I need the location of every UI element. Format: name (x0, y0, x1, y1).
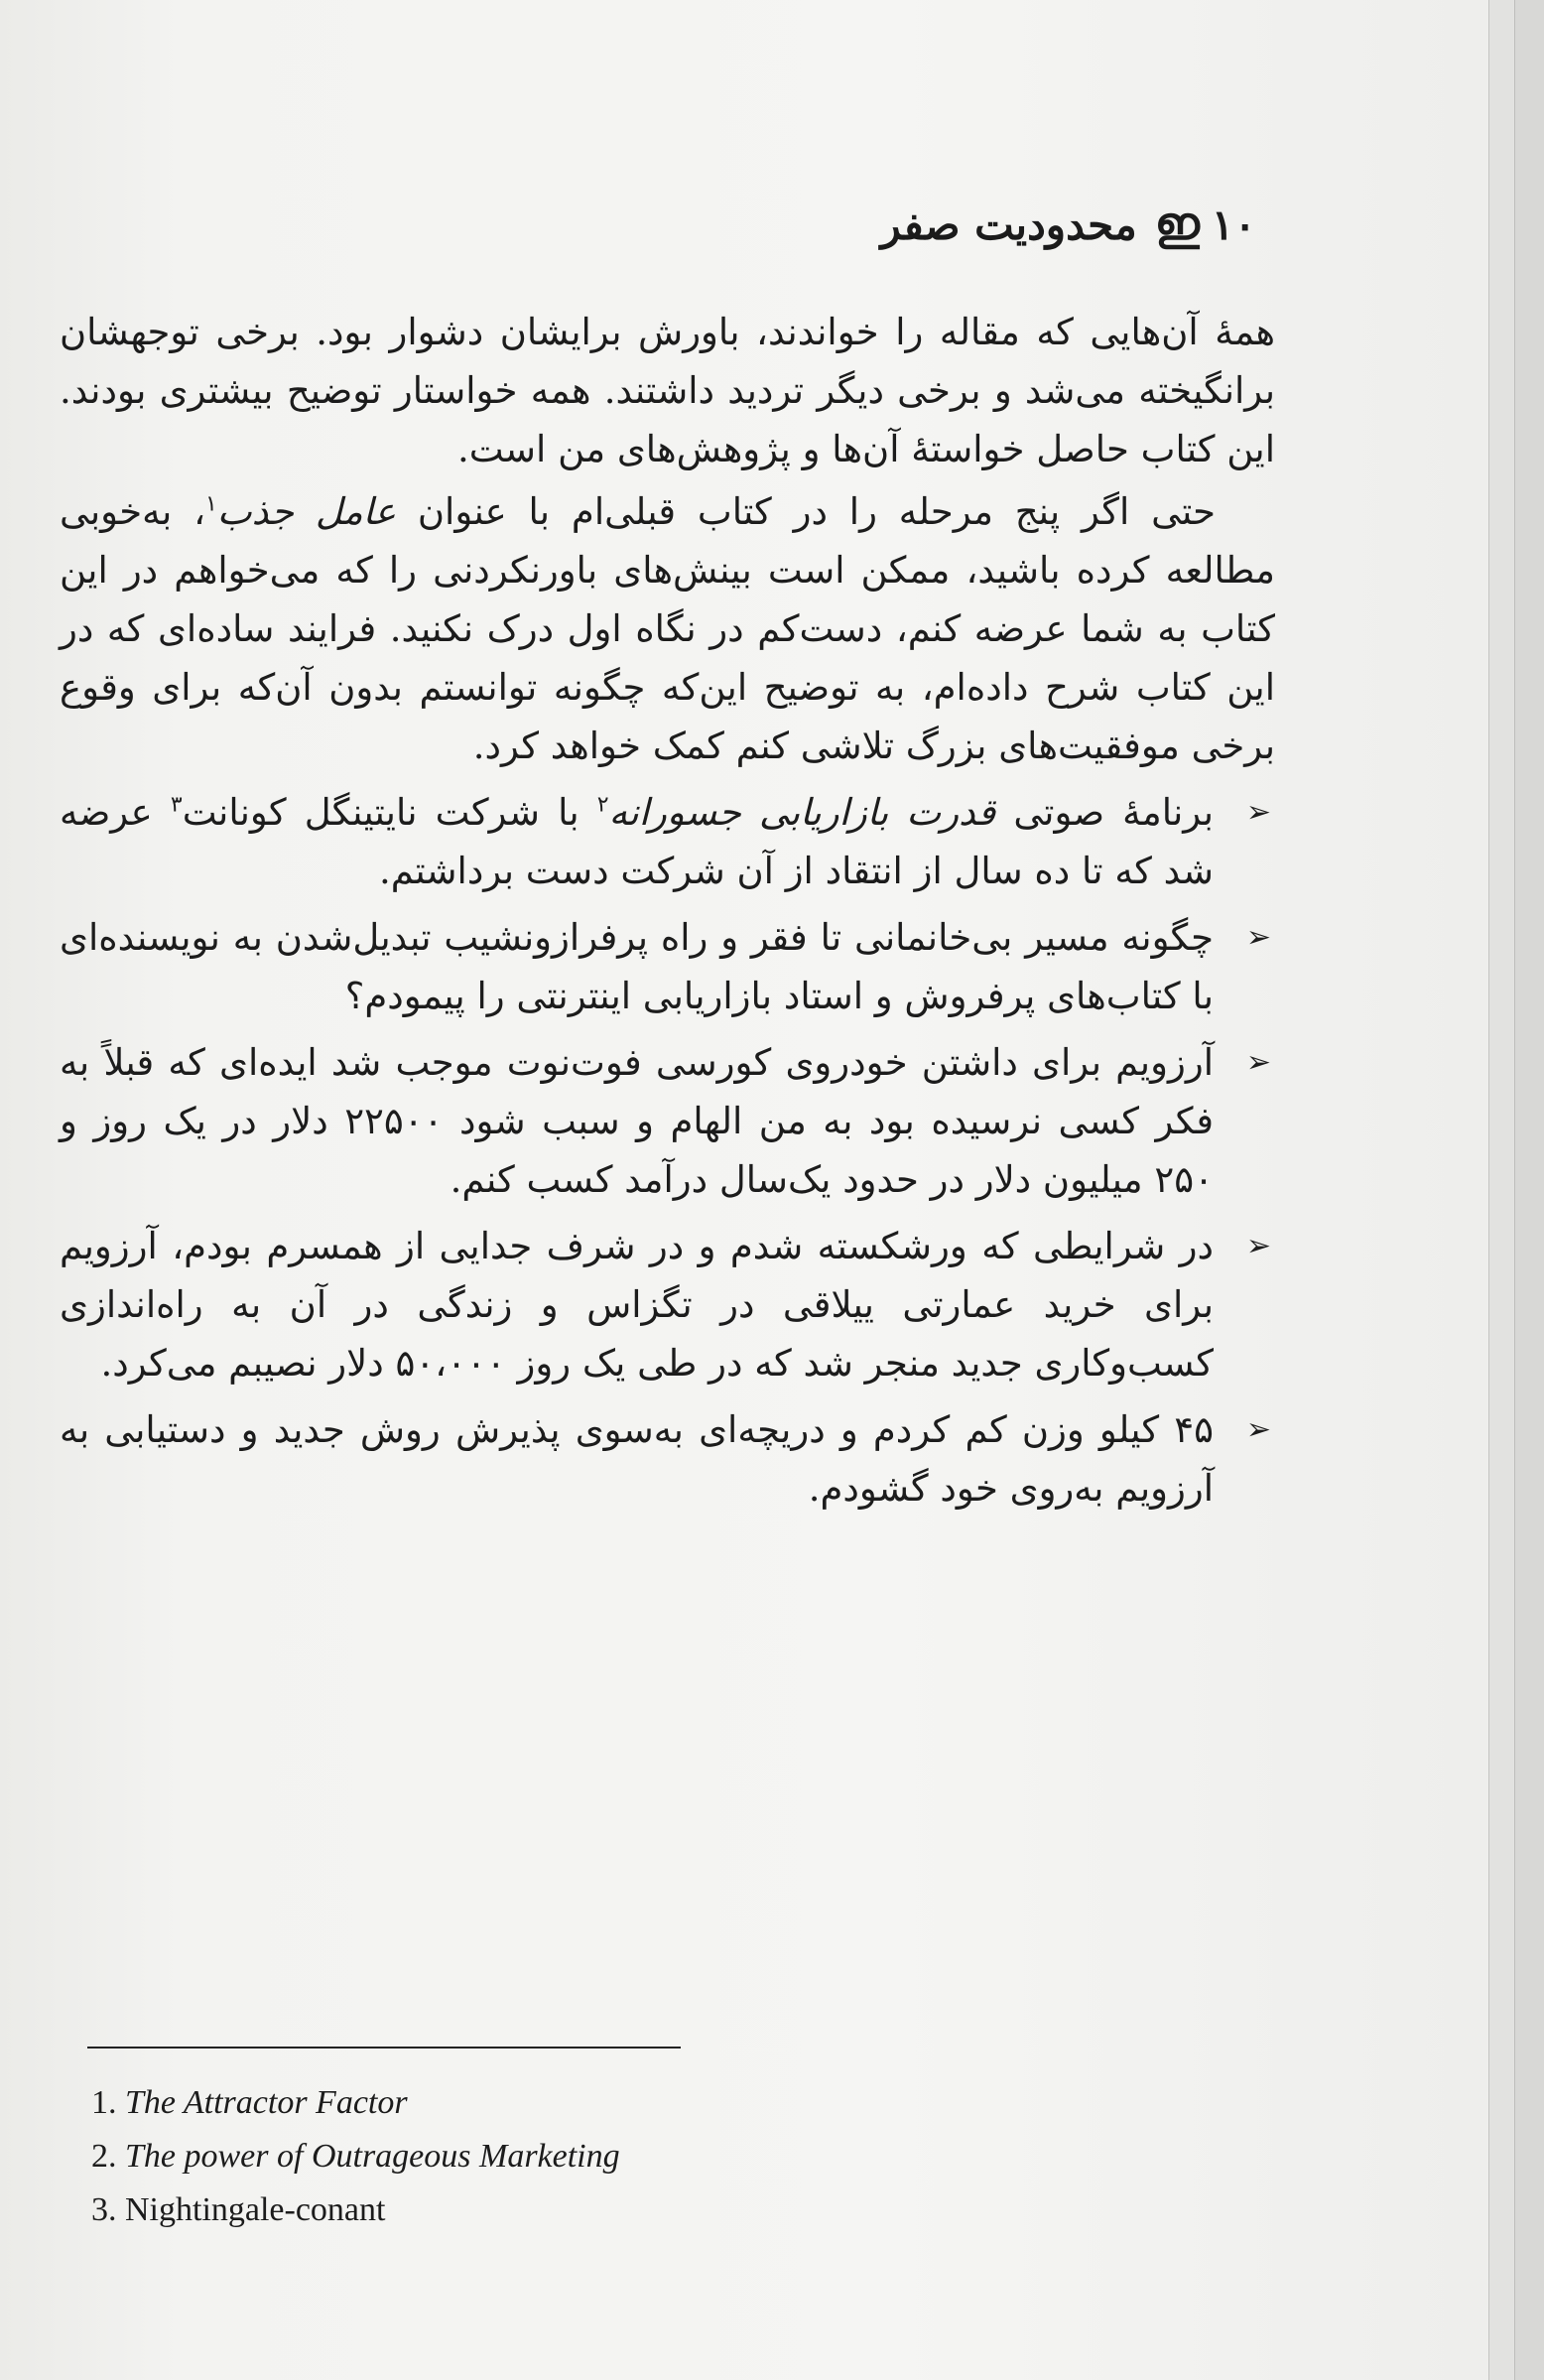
footnote-ref-2: ۲ (596, 792, 609, 818)
running-header (834, 197, 1256, 252)
arrow-bullet-icon: ➢ (1245, 795, 1271, 830)
footnote-2: 2. The power of Outrageous Marketing (91, 2138, 620, 2175)
footnote-ref-1: ۱ (205, 491, 217, 517)
arrow-bullet-icon: ➢ (1245, 1229, 1271, 1263)
arrow-bullet-icon: ➢ (1245, 1045, 1271, 1080)
body-text (60, 303, 1275, 1518)
ornament-icon: ഇ (1154, 197, 1194, 250)
paragraph-2: حتی اگر پنج مرحله را در کتاب قبلی‌ام با عنوان عامل جذب$^۱$، به‌خوبی مطالعه کرده باشید، ممکن است بینش‌های باورنکردنی را که می‌خواهم در این کتاب به شما عرضه کنم، دست‌کم در نگاه اول درک نکنید. فرایند ساده‌ای که در این کتاب شرح داده‌ام، به توضیح این‌که چگونه توانستم بدون آن‌که برای وقوع برخی موفقیت‌های بزرگ تلاشی کنم کمک خواهد کرد. (60, 490, 1275, 767)
page-number: ۱۰ (1211, 199, 1256, 249)
list-item: ➢ در شرایطی که ورشکسته شدم و در شرف جدایی از همسرم بودم، آرزویم برای خرید عمارتی ییلاقی در تگزاس و زندگی در آن به راه‌اندازی کسب‌وکاری جدید منجر شد که در طی یک روز ۵۰،۰۰۰ دلار نصیبم می‌کرد. (60, 1217, 1275, 1392)
footnote-divider (87, 2047, 681, 2049)
paragraph-1: همهٔ آن‌هایی که مقاله را خواندند، باورش برایشان دشوار بود. برخی توجهشان برانگیخته می‌شد و برخی دیگر تردید داشتند. همه خواستار توضیح بیشتری بودند. این کتاب حاصل خواستهٔ آن‌ها و پژوهش‌های من است. (60, 311, 1275, 470)
list-item: ➢ چگونه مسیر بی‌خانمانی تا فقر و راه پرفرازونشیب تبدیل‌شدن به نویسنده‌ای با کتاب‌های پرفروش و استاد بازاریابی اینترنتی را پیمودم؟ (60, 908, 1275, 1025)
footnote-3: 3. Nightingale-conant (91, 2191, 386, 2228)
list-item: ➢ برنامهٔ صوتی قدرت بازاریابی جسورانه$^۲$ با شرکت نایتینگل کونانت$^۳$ عرضه شد که تا ده سال از انتقاد از آن شرکت دست برداشتم. (60, 783, 1275, 900)
footnotes (91, 2076, 984, 2237)
page-edge (1488, 0, 1515, 2380)
arrow-bullet-icon: ➢ (1245, 1412, 1271, 1447)
arrow-bullet-icon: ➢ (1245, 920, 1271, 955)
book-title-italic: عامل جذب (216, 490, 397, 533)
list-item: ➢ ۴۵ کیلو وزن کم کردم و دریچه‌ای به‌سوی پذیرش روش جدید و دستیابی به آرزویم به‌روی خود گشودم. (60, 1400, 1275, 1518)
page-edge (1514, 0, 1544, 2380)
list-item: ➢ آرزویم برای داشتن خودروی کورسی فوت‌نوت موجب شد ایده‌ای که قبلاً به فکر کسی نرسیده بود به من الهام و سبب شود ۲۲۵۰۰ دلار در یک روز و ۲۵۰ میلیون دلار در حدود یک‌سال درآمد کسب کنم. (60, 1033, 1275, 1209)
footnote-ref-3: ۳ (170, 792, 183, 818)
footnote-1: 1. The Attractor Factor (91, 2084, 408, 2121)
chapter-title: محدودیت صفر (880, 199, 1137, 249)
program-title-italic: قدرت بازاریابی جسورانه (608, 791, 996, 834)
bullet-list (60, 783, 1275, 1518)
